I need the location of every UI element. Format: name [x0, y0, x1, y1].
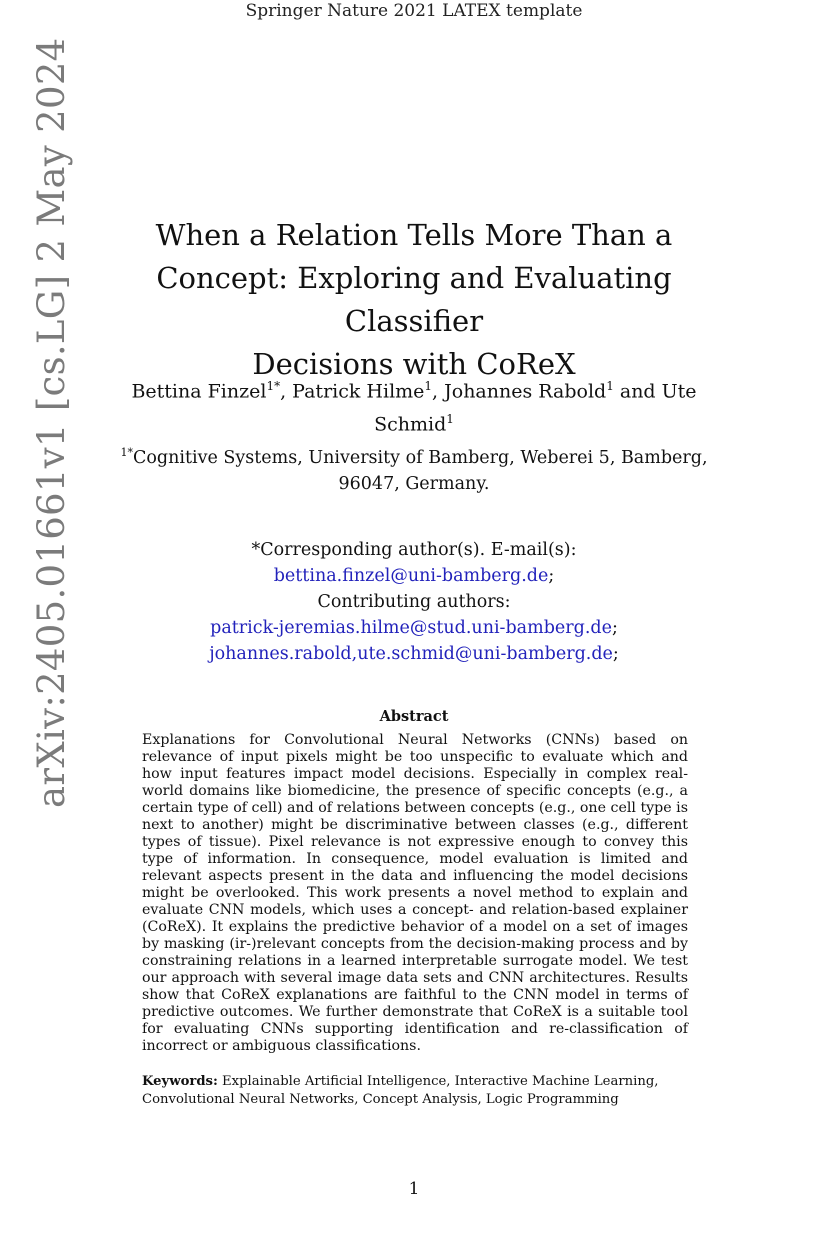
- author-affiliation-mark: 1: [446, 412, 454, 427]
- author-separator: and: [613, 380, 662, 403]
- author-separator: ,: [280, 380, 293, 403]
- corresponding-email-line: [100, 563, 728, 589]
- author-list: [100, 372, 728, 439]
- title-line: Decisions with CoReX: [252, 347, 576, 381]
- abstract-heading: Abstract: [379, 708, 449, 725]
- author-affiliation-mark: 1*: [266, 379, 281, 393]
- running-header: Springer Nature 2021 LATEX template: [245, 1, 583, 21]
- title-line: When a Relation Tells More Than a: [155, 218, 673, 252]
- contributing-email-link[interactable]: patrick-jeremias.hilme@stud.uni-bamberg.de: [210, 618, 612, 638]
- author-name: Patrick Hilme: [292, 380, 425, 403]
- title-line: Concept: Exploring and Evaluating Classifier: [156, 261, 672, 338]
- author-affiliation-mark: 1: [424, 379, 433, 393]
- keywords: [142, 1073, 688, 1109]
- corresponding-label: *Corresponding author(s). E-mail(s):: [251, 540, 577, 560]
- author-name: Bettina Finzel: [131, 380, 267, 403]
- abstract-text: Explanations for Convolutional Neural Networks (CNNs) based on relevance of input pixels might be too unspecific to evaluate which and how input features impact model decisions. Especially in complex real-world domains like biomedicine, the presence of specific concepts (e.g., a certain type of cell) and of relations between concepts (e.g., one cell type is next to another) might be discriminative between classes (e.g., different types of tissue). Pixel relevance is not expressive enough to convey this type of information. In consequence, model evaluation is limited and relevant aspects present in the data and influencing the model decisions might be overlooked. This work presents a novel method to explain and evaluate CNN models, which uses a concept- and relation-based explainer (CoReX). It explains the predictive behavior of a model on a set of images by masking (ir-)relevant concepts from the decision-making process and by constraining relations in a learned interpretable surrogate model. We test our approach with several image data sets and CNN architectures. Results show that CoReX explanations are faithful to the CNN model in terms of predictive outcomes. We further demonstrate that CoReX is a suitable tool for evaluating CNNs supporting identification and re-classification of incorrect or ambiguous classifications.: [142, 732, 688, 1054]
- contributing-label: Contributing authors:: [317, 592, 511, 612]
- paper-title: [100, 214, 728, 386]
- author-affiliation-mark: 1: [606, 379, 614, 393]
- author-name: Ute Schmid: [374, 380, 697, 436]
- contributing-email-line: [100, 615, 728, 641]
- arxiv-identifier-stamp: arXiv:2405.01661v1 [cs.LG] 2 May 2024: [30, 37, 73, 808]
- email-separator: ;: [611, 618, 618, 638]
- affiliation: [100, 440, 728, 497]
- author-name: Johannes Rabold: [444, 380, 607, 403]
- contributing-email-link[interactable]: johannes.rabold,ute.schmid@uni-bamberg.de: [209, 644, 613, 664]
- email-separator: ;: [548, 566, 555, 586]
- contributing-email-line: [100, 641, 728, 667]
- keywords-text: Explainable Artificial Intelligence, Interactive Machine Learning, Convolutional Neural Networks, Concept Analysis, Logic Programming: [142, 1074, 659, 1107]
- author-separator: ,: [432, 380, 445, 403]
- affiliation-text: Cognitive Systems, University of Bamberg, Weberei 5, Bamberg, 96047, Germany.: [132, 447, 708, 494]
- affiliation-mark: 1*: [120, 446, 133, 459]
- keywords-label: Keywords:: [142, 1074, 218, 1089]
- page-number: 1: [408, 1179, 420, 1199]
- corresponding-email-link[interactable]: bettina.finzel@uni-bamberg.de: [273, 566, 549, 586]
- email-separator: ;: [612, 644, 619, 664]
- correspondence-block: [100, 537, 728, 667]
